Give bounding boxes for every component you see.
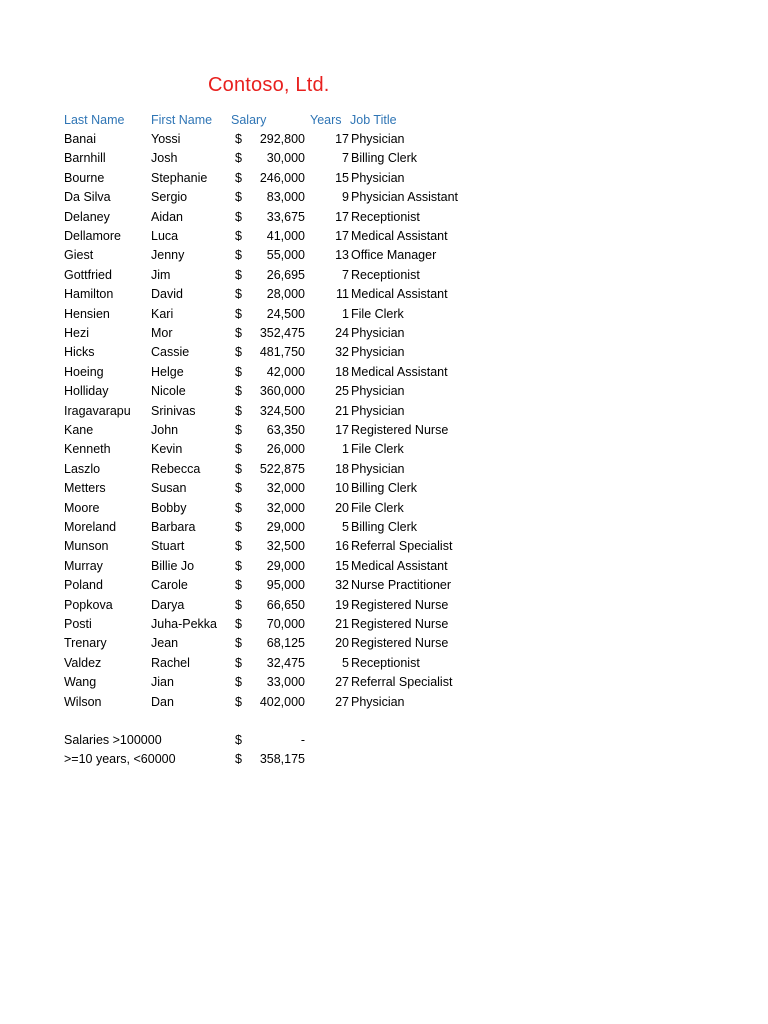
salary-cell: 352,475	[259, 326, 305, 340]
currency-symbol: $	[235, 190, 242, 205]
table-row	[0, 382, 768, 401]
currency-symbol: $	[235, 655, 242, 670]
table-row	[0, 305, 768, 324]
salary-cell: 70,000	[266, 617, 305, 631]
salary-cell: 32,475	[266, 655, 305, 670]
first-name-cell: Nicole	[151, 384, 186, 399]
currency-symbol: $	[235, 636, 242, 651]
last-name-cell: Giest	[64, 248, 94, 263]
years-cell: 19	[335, 597, 349, 612]
years-cell: 20	[335, 500, 349, 515]
last-name-cell: Murray	[64, 558, 103, 573]
currency-symbol: $	[235, 461, 242, 476]
salary-cell: 360,000	[259, 384, 305, 399]
job-title-cell: Registered Nurse	[351, 597, 449, 612]
currency-symbol: $	[235, 151, 242, 166]
table-row	[0, 537, 768, 556]
first-name-cell: David	[151, 287, 183, 302]
years-cell: 1	[342, 442, 349, 457]
last-name-cell: Iragavarapu	[64, 403, 131, 418]
table-row	[0, 130, 768, 149]
currency-symbol: $	[235, 170, 242, 185]
first-name-cell: Juha-Pekka	[151, 617, 218, 631]
years-cell: 9	[342, 190, 349, 205]
last-name-cell: Kenneth	[64, 442, 111, 457]
first-name-cell: Billie Jo	[151, 558, 195, 573]
first-name-cell: Susan	[151, 481, 187, 496]
first-name-cell: Kari	[151, 306, 174, 321]
salary-cell: 42,000	[266, 364, 305, 379]
first-name-cell: Stephanie	[151, 170, 208, 185]
years-cell: 17	[335, 229, 349, 243]
currency-symbol: $	[235, 384, 242, 399]
currency-symbol: $	[235, 209, 242, 224]
currency-symbol: $	[235, 267, 242, 282]
first-name-cell: Cassie	[151, 345, 190, 360]
job-title-cell: Physician	[351, 326, 405, 340]
years-cell: 13	[335, 248, 349, 263]
last-name-cell: Munson	[64, 539, 109, 554]
header-last-name: Last Name	[64, 113, 125, 127]
last-name-cell: Wilson	[64, 694, 102, 709]
currency-symbol: $	[235, 442, 242, 457]
currency-symbol: $	[235, 733, 242, 747]
table-row	[0, 460, 768, 479]
first-name-cell: Yossi	[151, 132, 181, 146]
salary-cell: 32,000	[266, 481, 305, 496]
salary-cell: 41,000	[266, 229, 305, 243]
first-name-cell: Bobby	[151, 500, 187, 515]
table-row	[0, 343, 768, 362]
last-name-cell: Kane	[64, 423, 94, 437]
last-name-cell: Wang	[64, 675, 97, 690]
last-name-cell: Moore	[64, 500, 100, 515]
years-cell: 17	[335, 132, 349, 146]
currency-symbol: $	[235, 403, 242, 418]
last-name-cell: Trenary	[64, 636, 107, 651]
table-row	[0, 246, 768, 265]
currency-symbol: $	[235, 326, 242, 340]
years-cell: 5	[342, 520, 349, 534]
table-row	[0, 149, 768, 168]
currency-symbol: $	[235, 675, 242, 690]
salary-cell: 28,000	[266, 287, 305, 302]
table-row	[0, 499, 768, 518]
salary-cell: 33,000	[266, 675, 305, 690]
job-title-cell: Receptionist	[351, 209, 420, 224]
last-name-cell: Hoeing	[64, 364, 104, 379]
first-name-cell: John	[151, 423, 179, 437]
first-name-cell: Jim	[151, 267, 171, 282]
years-cell: 32	[335, 345, 349, 360]
table-row	[0, 440, 768, 459]
currency-symbol: $	[235, 500, 242, 515]
summary-row	[0, 731, 768, 750]
job-title-cell: Physician	[351, 170, 405, 185]
years-cell: 21	[335, 617, 349, 631]
years-cell: 11	[336, 287, 349, 302]
salary-cell: 246,000	[259, 170, 305, 185]
years-cell: 7	[342, 151, 349, 166]
job-title-cell: Physician Assistant	[351, 190, 458, 205]
first-name-cell: Kevin	[151, 442, 183, 457]
job-title-cell: Medical Assistant	[351, 364, 448, 379]
last-name-cell: Moreland	[64, 520, 117, 534]
years-cell: 17	[335, 423, 349, 437]
first-name-cell: Jian	[151, 675, 174, 690]
table-row	[0, 188, 768, 207]
salary-cell: 66,650	[266, 597, 305, 612]
years-cell: 17	[335, 209, 349, 224]
table-row	[0, 402, 768, 421]
summary-row	[0, 750, 768, 769]
last-name-cell: Hicks	[64, 345, 95, 360]
currency-symbol: $	[235, 578, 242, 593]
salary-cell: 33,675	[266, 209, 305, 224]
years-cell: 10	[335, 481, 349, 496]
currency-symbol: $	[235, 287, 242, 302]
years-cell: 20	[335, 636, 349, 651]
currency-symbol: $	[235, 597, 242, 612]
last-name-cell: Posti	[64, 617, 92, 631]
header-job-title: Job Title	[350, 113, 397, 127]
job-title-cell: Registered Nurse	[351, 636, 449, 651]
job-title-cell: Medical Assistant	[351, 287, 448, 302]
table-row	[0, 479, 768, 498]
job-title-cell: Nurse Practitioner	[351, 578, 452, 593]
job-title-cell: Receptionist	[351, 655, 420, 670]
years-cell: 27	[335, 694, 349, 709]
currency-symbol: $	[235, 229, 242, 243]
first-name-cell: Barbara	[151, 520, 196, 534]
last-name-cell: Da Silva	[64, 190, 111, 205]
currency-symbol: $	[235, 520, 242, 534]
job-title-cell: Physician	[351, 384, 405, 399]
summary-amount: 358,175	[259, 752, 305, 766]
job-title-cell: Office Manager	[351, 248, 437, 263]
last-name-cell: Holliday	[64, 384, 109, 399]
currency-symbol: $	[235, 306, 242, 321]
years-cell: 27	[335, 675, 349, 690]
salary-cell: 83,000	[266, 190, 305, 205]
salary-cell: 402,000	[259, 694, 305, 709]
last-name-cell: Gottfried	[64, 267, 112, 282]
job-title-cell: File Clerk	[351, 442, 404, 457]
salary-cell: 30,000	[266, 151, 305, 166]
job-title-cell: Registered Nurse	[351, 617, 449, 631]
header-first-name: First Name	[151, 113, 213, 127]
last-name-cell: Poland	[64, 578, 103, 593]
first-name-cell: Jean	[151, 636, 179, 651]
years-cell: 24	[335, 326, 349, 340]
table-row	[0, 557, 768, 576]
years-cell: 18	[335, 364, 349, 379]
summary-amount: -	[300, 733, 305, 747]
salary-cell: 26,000	[266, 442, 305, 457]
job-title-cell: Billing Clerk	[351, 151, 417, 166]
currency-symbol: $	[235, 423, 242, 437]
table-row	[0, 576, 768, 595]
salary-cell: 481,750	[259, 345, 305, 360]
last-name-cell: Metters	[64, 481, 106, 496]
job-title-cell: File Clerk	[351, 500, 404, 515]
last-name-cell: Hensien	[64, 306, 110, 321]
table-row	[0, 169, 768, 188]
currency-symbol: $	[235, 345, 242, 360]
job-title-cell: Referral Specialist	[351, 675, 453, 690]
first-name-cell: Helge	[151, 364, 184, 379]
last-name-cell: Valdez	[64, 655, 102, 670]
currency-symbol: $	[235, 539, 242, 554]
last-name-cell: Barnhill	[64, 151, 106, 166]
last-name-cell: Banai	[64, 132, 96, 146]
salary-cell: 292,800	[259, 132, 305, 146]
salary-cell: 26,695	[266, 267, 305, 282]
currency-symbol: $	[235, 752, 242, 766]
sheet-title: Contoso, Ltd.	[208, 74, 330, 96]
salary-cell: 522,875	[259, 461, 305, 476]
job-title-cell: Receptionist	[351, 267, 420, 282]
currency-symbol: $	[235, 248, 242, 263]
job-title-cell: Physician	[351, 403, 405, 418]
last-name-cell: Delaney	[64, 209, 110, 224]
years-cell: 7	[342, 267, 349, 282]
job-title-cell: Physician	[351, 694, 405, 709]
header-years: Years	[310, 113, 342, 127]
years-cell: 32	[335, 578, 349, 593]
table-row	[0, 673, 768, 692]
job-title-cell: Physician	[351, 132, 405, 146]
last-name-cell: Dellamore	[64, 229, 121, 243]
salary-cell: 29,000	[266, 558, 305, 573]
job-title-cell: Referral Specialist	[351, 539, 453, 554]
job-title-cell: Registered Nurse	[351, 423, 449, 437]
years-cell: 1	[342, 306, 349, 321]
job-title-cell: Medical Assistant	[351, 558, 448, 573]
job-title-cell: Physician	[351, 345, 405, 360]
salary-cell: 32,500	[266, 539, 305, 554]
salary-cell: 68,125	[266, 636, 305, 651]
first-name-cell: Luca	[151, 229, 179, 243]
salary-cell: 32,000	[266, 500, 305, 515]
last-name-cell: Laszlo	[64, 461, 101, 476]
currency-symbol: $	[235, 617, 242, 631]
table-row	[0, 285, 768, 304]
table-row	[0, 654, 768, 673]
salary-cell: 63,350	[266, 423, 305, 437]
currency-symbol: $	[235, 481, 242, 496]
first-name-cell: Aidan	[151, 209, 183, 224]
table-row	[0, 266, 768, 285]
currency-symbol: $	[235, 364, 242, 379]
table-row	[0, 421, 768, 440]
years-cell: 25	[335, 384, 349, 399]
table-row	[0, 227, 768, 246]
currency-symbol: $	[235, 132, 242, 146]
years-cell: 21	[335, 403, 349, 418]
table-row	[0, 363, 768, 382]
salary-cell: 324,500	[259, 403, 305, 418]
years-cell: 16	[335, 539, 349, 554]
table-row	[0, 208, 768, 227]
salary-cell: 55,000	[266, 248, 305, 263]
table-row	[0, 324, 768, 343]
currency-symbol: $	[235, 558, 242, 573]
job-title-cell: File Clerk	[351, 306, 404, 321]
first-name-cell: Darya	[151, 597, 185, 612]
table-row	[0, 596, 768, 615]
job-title-cell: Physician	[351, 461, 405, 476]
first-name-cell: Carole	[151, 578, 188, 593]
job-title-cell: Billing Clerk	[351, 520, 417, 534]
first-name-cell: Rebecca	[151, 461, 201, 476]
years-cell: 15	[335, 558, 349, 573]
first-name-cell: Jenny	[151, 248, 185, 263]
first-name-cell: Josh	[151, 151, 178, 166]
last-name-cell: Bourne	[64, 170, 105, 185]
header-salary: Salary	[231, 113, 267, 127]
last-name-cell: Popkova	[64, 597, 113, 612]
job-title-cell: Billing Clerk	[351, 481, 417, 496]
table-row	[0, 693, 768, 712]
first-name-cell: Sergio	[151, 190, 188, 205]
header-row	[0, 111, 768, 130]
years-cell: 15	[335, 170, 349, 185]
job-title-cell: Medical Assistant	[351, 229, 448, 243]
summary-label: >=10 years, <60000	[64, 752, 176, 766]
summary-label: Salaries >100000	[64, 733, 162, 747]
currency-symbol: $	[235, 694, 242, 709]
years-cell: 5	[342, 655, 349, 670]
table-row	[0, 615, 768, 634]
first-name-cell: Dan	[151, 694, 174, 709]
first-name-cell: Mor	[151, 326, 173, 340]
table-row	[0, 518, 768, 537]
years-cell: 18	[335, 461, 349, 476]
salary-cell: 29,000	[266, 520, 305, 534]
first-name-cell: Rachel	[151, 655, 190, 670]
first-name-cell: Srinivas	[151, 403, 196, 418]
last-name-cell: Hezi	[64, 326, 90, 340]
first-name-cell: Stuart	[151, 539, 185, 554]
table-row	[0, 634, 768, 653]
last-name-cell: Hamilton	[64, 287, 114, 302]
salary-cell: 95,000	[266, 578, 305, 593]
salary-cell: 24,500	[266, 306, 305, 321]
